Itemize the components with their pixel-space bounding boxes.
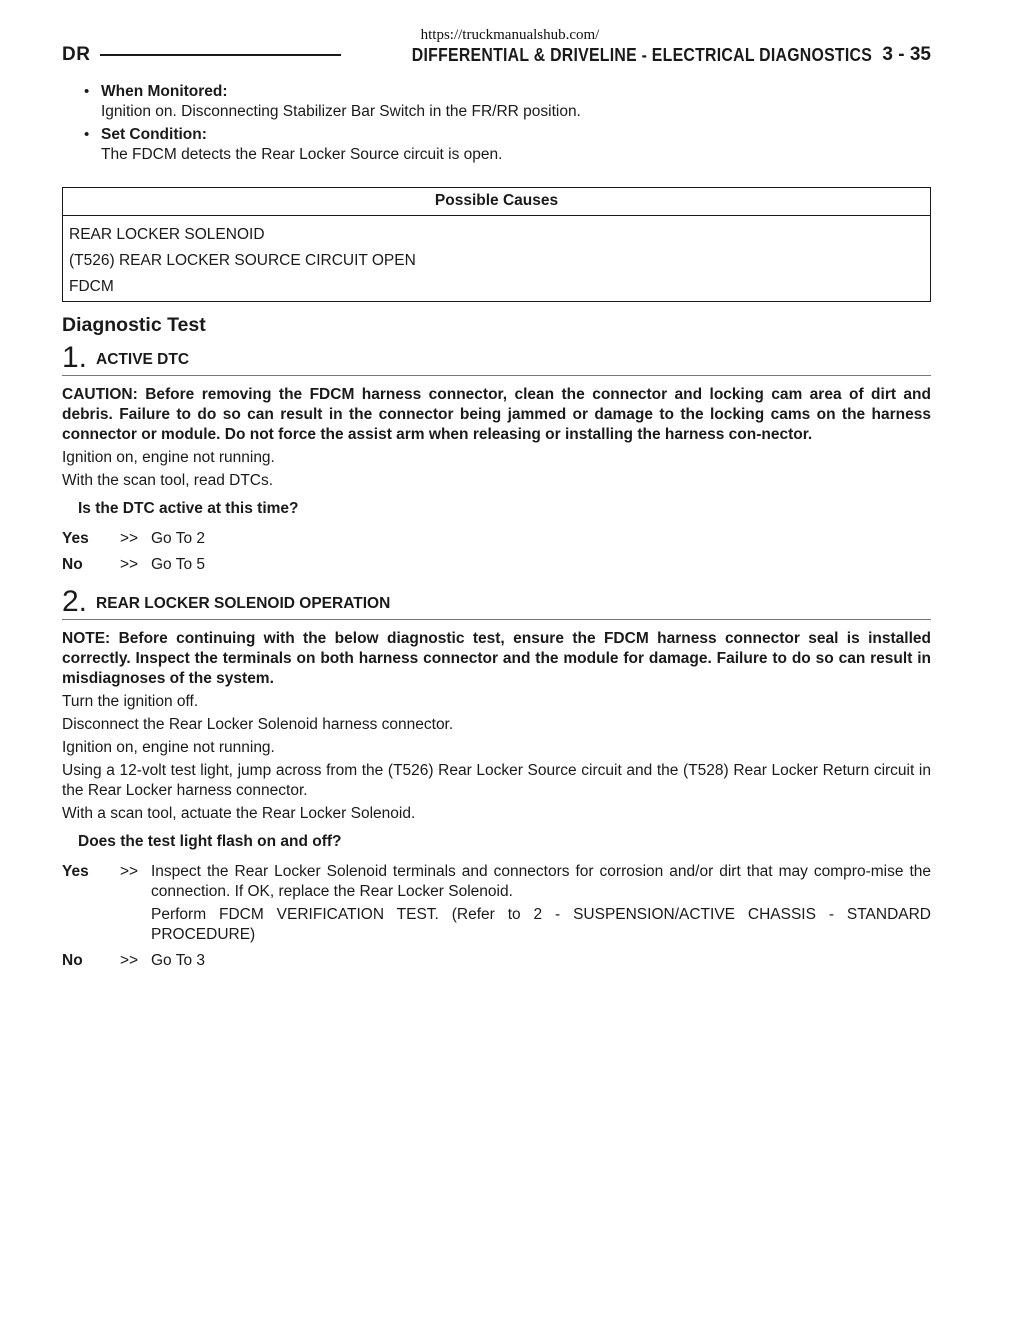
- answer-text: [151, 555, 931, 575]
- table-row: REAR LOCKER SOLENOID: [69, 226, 265, 243]
- condition-list: [62, 82, 931, 165]
- note-text: NOTE: Before continuing with the below diagnostic test, ensure the FDCM harness connector seal is installed correctly. Inspect the terminals on both harness connector and the module for damage. Failure to do so can result in misdiagnoses of the system.: [62, 630, 931, 687]
- instruction-line: With the scan tool, read DTCs.: [62, 472, 274, 489]
- answer-text: [151, 951, 931, 971]
- answer-row: [62, 529, 931, 549]
- bullet-icon: •: [84, 126, 90, 143]
- instruction-line: Ignition on, engine not running.: [62, 739, 275, 756]
- bullet-label: When Monitored:: [101, 83, 228, 100]
- list-item: [62, 125, 931, 165]
- answer-row: [62, 862, 931, 945]
- answer-key: Yes: [62, 530, 89, 547]
- table-row: FDCM: [69, 278, 114, 295]
- answer-row: [62, 555, 931, 575]
- answer-text: [151, 862, 931, 945]
- answer-line: Perform FDCM VERIFICATION TEST. (Refer to 2 - SUSPENSION/ACTIVE CHASSIS - STANDARD PROCEDURE): [151, 906, 931, 943]
- step-question: Does the test light flash on and off?: [78, 833, 342, 850]
- instruction-line: Disconnect the Rear Locker Solenoid harness connector.: [62, 716, 454, 733]
- answer-key: Yes: [62, 863, 89, 880]
- page-header: [62, 43, 931, 67]
- instruction-line: With a scan tool, actuate the Rear Locker Solenoid.: [62, 805, 416, 822]
- page-content: [62, 82, 931, 977]
- bullet-text: Ignition on. Disconnecting Stabilizer Bar Switch in the FR/RR position.: [101, 103, 581, 120]
- step-number: 1.: [62, 341, 88, 374]
- watermark-url: https://truckmanualshub.com/: [420, 27, 600, 43]
- answer-line: Go To 3: [151, 952, 206, 969]
- list-item: [62, 82, 931, 122]
- answer-row: [62, 951, 931, 971]
- answer-line: Go To 2: [151, 530, 206, 547]
- answer-line: Go To 5: [151, 556, 206, 573]
- table-header: Possible Causes: [63, 188, 931, 216]
- arrow-icon: >>: [120, 952, 139, 969]
- step-title: REAR LOCKER SOLENOID OPERATION: [96, 595, 391, 612]
- bullet-text: The FDCM detects the Rear Locker Source circuit is open.: [101, 146, 503, 163]
- instruction-line: Ignition on, engine not running.: [62, 449, 275, 466]
- arrow-icon: >>: [120, 863, 139, 880]
- step-question: Is the DTC active at this time?: [78, 500, 299, 517]
- step-title: ACTIVE DTC: [96, 351, 190, 368]
- page-number: 3 - 35: [882, 44, 931, 65]
- bullet-icon: •: [84, 83, 90, 100]
- step-heading: [62, 587, 931, 620]
- step-number: 2.: [62, 585, 88, 618]
- answer-text: [151, 529, 931, 549]
- header-rule: [100, 54, 341, 56]
- possible-causes-table: [62, 187, 931, 302]
- arrow-icon: >>: [120, 556, 139, 573]
- table-row: (T526) REAR LOCKER SOURCE CIRCUIT OPEN: [69, 252, 416, 269]
- answer-key: No: [62, 952, 83, 969]
- instruction-line: Turn the ignition off.: [62, 693, 199, 710]
- arrow-icon: >>: [120, 530, 139, 547]
- answer-line: Inspect the Rear Locker Solenoid terminals and connectors for corrosion and/or dirt that may compro-mise the connection. If OK, replace the Rear Locker Solenoid.: [151, 863, 931, 900]
- answer-key: No: [62, 556, 83, 573]
- instruction-line: Using a 12-volt test light, jump across from the (T526) Rear Locker Source circuit and the (T528) Rear Locker Return circuit in the Rear Locker harness connector.: [62, 762, 931, 799]
- section-title: Diagnostic Test: [62, 314, 206, 336]
- header-title: DIFFERENTIAL & DRIVELINE - ELECTRICAL DIAGNOSTICS: [412, 44, 873, 65]
- section-code: DR: [62, 44, 91, 65]
- caution-text: CAUTION: Before removing the FDCM harness connector, clean the connector and locking cam area of dirt and debris. Failure to do so can result in the connector being jammed or damage to the locking cams on the harness connector or module. Do not force the assist arm when releasing or installing the harness con-nector.: [62, 386, 931, 443]
- step-heading: [62, 343, 931, 376]
- bullet-label: Set Condition:: [101, 126, 207, 143]
